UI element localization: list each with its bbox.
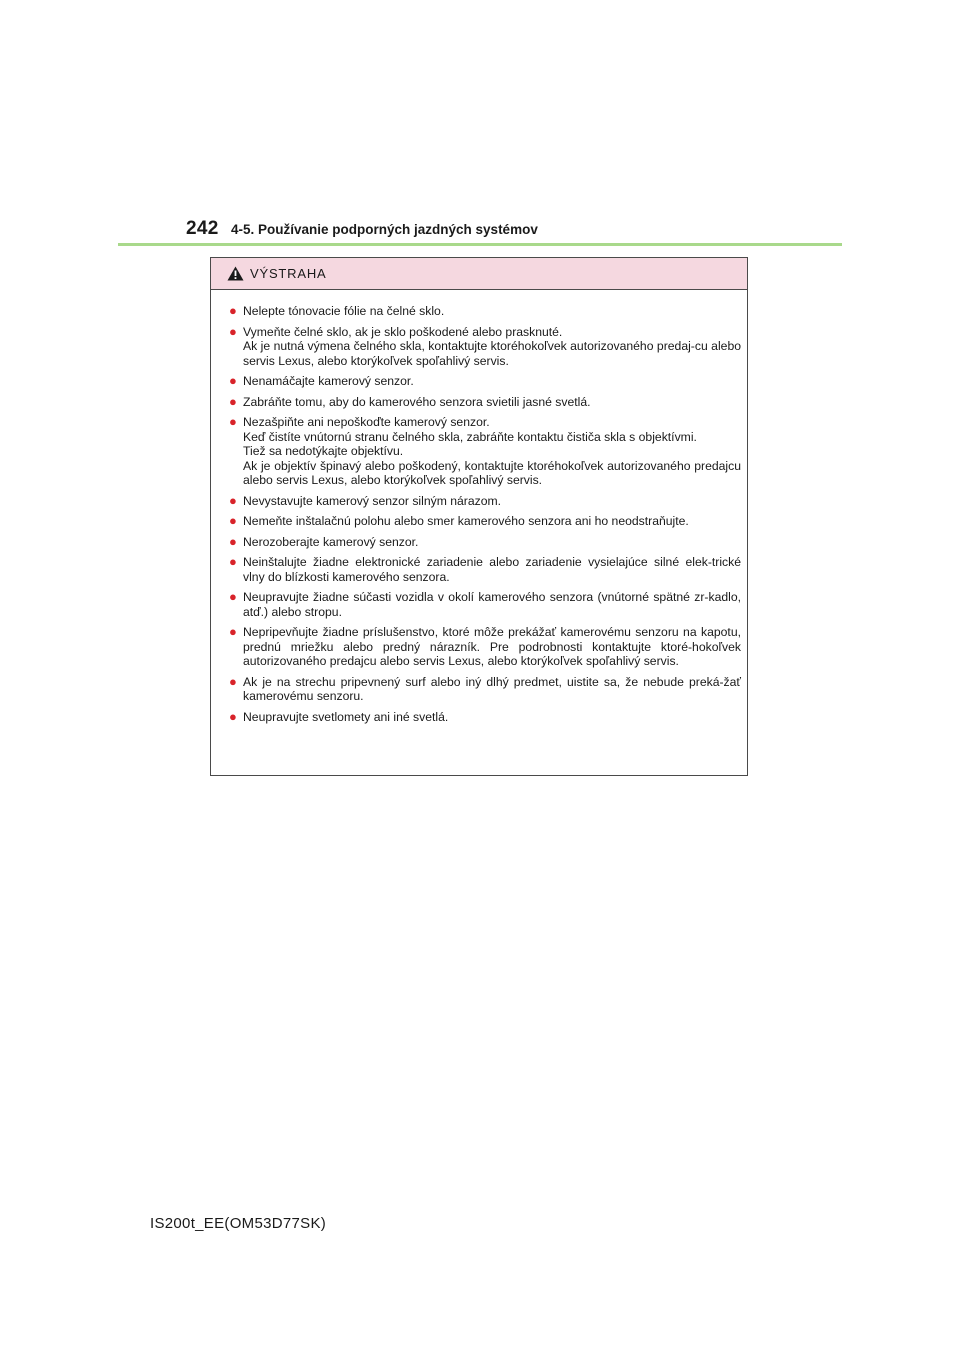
warning-list-item — [229, 555, 741, 584]
warning-item-line: Vymeňte čelné sklo, ak je sklo poškodené alebo prasknuté. — [243, 324, 563, 339]
bullet-icon: ● — [229, 492, 237, 508]
bullet-icon: ● — [229, 624, 237, 639]
warning-item-line: Nerozoberajte kamerový senzor. — [243, 534, 419, 549]
warning-item-text — [243, 590, 741, 619]
warning-item-line: Nelepte tónovacie fólie na čelné sklo. — [243, 304, 445, 318]
bullet-icon: ● — [229, 513, 237, 528]
warning-item-line: Neinštalujte žiadne elektronické zariadenie alebo zariadenie vysielajúce silné elek-trické vlny do blízkosti kamerového senzora. — [243, 555, 741, 584]
warning-item-line: Ak je objektív špinavý alebo poškodený, kontaktujte ktoréhokoľvek autorizovaného predajcu alebo servis Lexus, alebo ktorýkoľvek spoľahlivý servis. — [243, 458, 741, 487]
footer-code: IS200t_EE(OM53D77SK) — [150, 1215, 327, 1232]
warning-list-item — [229, 415, 741, 488]
warning-list-item — [229, 395, 741, 410]
section-title: 4-5. Používanie podporných jazdných systémov — [231, 222, 538, 237]
warning-item-line: Nepripevňujte žiadne príslušenstvo, ktoré môže prekážať kamerovému senzoru na kapotu, prednú mriežku alebo predný nárazník. Pre podrobnosti kontaktujte ktoré-hokoľvek autorizovaného predajcu alebo servis Lexus, alebo ktorýkoľvek spoľahlivý servis. — [243, 625, 741, 668]
bullet-icon: ● — [229, 673, 237, 689]
warning-item-line: Neupravujte svetlomety ani iné svetlá. — [243, 709, 449, 724]
warning-item-line: Nezašpiňte ani nepoškoďte kamerový senzor. — [243, 415, 490, 429]
bullet-icon: ● — [229, 533, 237, 549]
warning-item-text — [243, 395, 741, 410]
warning-item-line: Tiež sa nedotýkajte objektívu. — [243, 444, 404, 458]
warning-box — [210, 257, 748, 776]
warning-item-text — [243, 374, 741, 389]
warning-item-text — [243, 304, 741, 319]
warning-item-text — [243, 415, 741, 488]
warning-list-item — [229, 304, 741, 319]
warning-list-item — [229, 535, 741, 550]
warning-item-text — [243, 514, 741, 529]
warning-list — [211, 290, 747, 724]
warning-item-line: Nevystavujte kamerový senzor silným nárazom. — [243, 493, 502, 508]
warning-item-text — [243, 535, 741, 550]
warning-item-line: Ak je na strechu pripevnený surf alebo iný dlhý predmet, uistite sa, že nebude preká-žať kamerovému senzoru. — [243, 674, 741, 703]
warning-item-line: Neupravujte žiadne súčasti vozidla v okolí kamerového senzora (vnútorné spätné zr-kadlo, atď.) alebo stropu. — [243, 590, 741, 619]
warning-item-line: Nenamáčajte kamerový senzor. — [243, 374, 414, 388]
warning-triangle-icon — [227, 266, 244, 281]
bullet-icon: ● — [229, 708, 237, 724]
warning-item-text — [243, 555, 741, 584]
bullet-icon: ● — [229, 589, 237, 604]
warning-list-item — [229, 625, 741, 669]
warning-list-item — [229, 374, 741, 389]
warning-item-text — [243, 675, 741, 704]
bullet-icon: ● — [229, 554, 237, 569]
bullet-icon: ● — [229, 323, 237, 339]
warning-list-item — [229, 325, 741, 369]
warning-item-line: Nemeňte inštalačnú polohu alebo smer kamerového senzora ani ho neodstraňujte. — [243, 514, 689, 528]
warning-item-line: Keď čistíte vnútornú stranu čelného skla, zabráňte kontaktu čističa skla s objektívmi. — [243, 429, 697, 444]
warning-list-item — [229, 494, 741, 509]
warning-list-item — [229, 675, 741, 704]
warning-item-text — [243, 494, 741, 509]
warning-list-item — [229, 514, 741, 529]
warning-item-text — [243, 710, 741, 725]
warning-list-item — [229, 590, 741, 619]
warning-list-item — [229, 710, 741, 725]
warning-item-text — [243, 625, 741, 669]
warning-item-text — [243, 325, 741, 369]
bullet-icon: ● — [229, 303, 237, 318]
warning-header — [211, 258, 747, 290]
warning-title: VÝSTRAHA — [250, 266, 327, 281]
bullet-icon: ● — [229, 414, 237, 429]
bullet-icon: ● — [229, 373, 237, 388]
header-rule — [118, 243, 842, 246]
page-number: 242 — [186, 218, 219, 239]
warning-item-line: Zabráňte tomu, aby do kamerového senzora svietili jasné svetlá. — [243, 394, 591, 409]
warning-item-line: Ak je nutná výmena čelného skla, kontaktujte ktoréhokoľvek autorizovaného predaj-cu alebo servis Lexus, alebo ktorýkoľvek spoľahlivý servis. — [243, 339, 741, 368]
bullet-icon: ● — [229, 393, 237, 409]
